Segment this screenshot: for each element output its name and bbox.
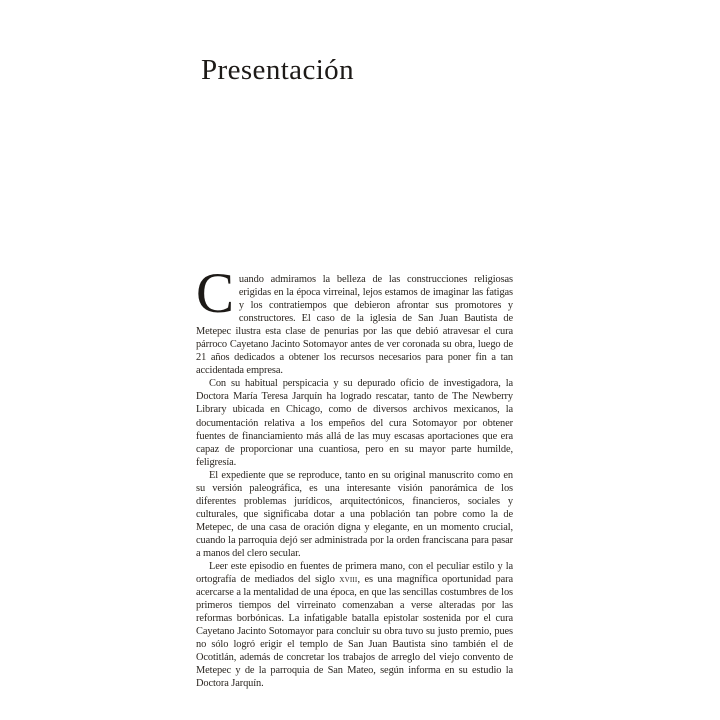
body-text-block — [196, 262, 513, 691]
paragraph-opening — [196, 262, 513, 377]
drop-cap: C — [196, 262, 234, 325]
paragraph-opening-text: uando admiramos la belleza de las construcciones religiosas erigidas en la época virreinal, lejos estamos de imaginar las fatigas y los contratiempos que debieron afrontar sus promotores y constructores. El caso de la iglesia de San Juan Bautista de Metepec ilustra esta clase de penurias por las que debió atravesar el cura párroco Cayetano Jacinto Sotomayor antes de ver coronada su obra, luego de 21 años dedicados a obtener los recursos necesarios para poner fin a tan accidentada empresa. — [196, 274, 513, 377]
paragraph-second: Con su habitual perspicacia y su depurado oficio de investigadora, la Doctora María Teresa Jarquín ha logrado rescatar, tanto de The Newberry Library ubicada en Chicago, como de diversos archivos mexicanos, la documentación relativa a los empeños del cura Sotomayor por obtener fuentes de financiamiento más allá de las muy escasas aportaciones que era capaz de proporcionar una cuantiosa, pero en su mayor parte humilde, feligresía. — [196, 378, 513, 468]
paragraph-closing — [196, 560, 513, 690]
century-smallcaps: xviii — [339, 574, 358, 586]
paragraph-third: El expediente que se reproduce, tanto en su original manuscrito como en su versión paleográfica, es una interesante visión panorámica de los diferentes problemas jurídicos, arquitectónicos, financieros, sociales y culturales, que significaba dotar a una población tan pobre como la de Metepec, de una casa de oración digna y elegante, en un momento crucial, cuando la parroquia dejó ser administrada por la orden franciscana para pasar a manos del clero secular. — [196, 469, 513, 559]
page-title: Presentación — [201, 54, 354, 86]
paragraph-closing-text-start: Leer este episodio en fuentes de primera mano, con el peculiar estilo y la ortografía de mediados del siglo — [196, 561, 513, 586]
paragraph-closing-text-end: , es una magnífica oportunidad para acercarse a la mentalidad de una época, en que las sencillas costumbres de los primeros tiempos del virreinato comenzaban a verse alteradas por las reformas borbónicas. La infatigable batalla epistolar sostenida por el cura Cayetano Jacinto Sotomayor para concluir su obra tuvo su justo premio, pues no sólo logró erigir el templo de San Juan Bautista sino también el de Ocotitlán, además de concretar los trabajos de arreglo del viejo convento de Metepec y de la parroquia de San Mateo, según informa en su estudio la Doctora Jarquín. — [196, 574, 513, 690]
